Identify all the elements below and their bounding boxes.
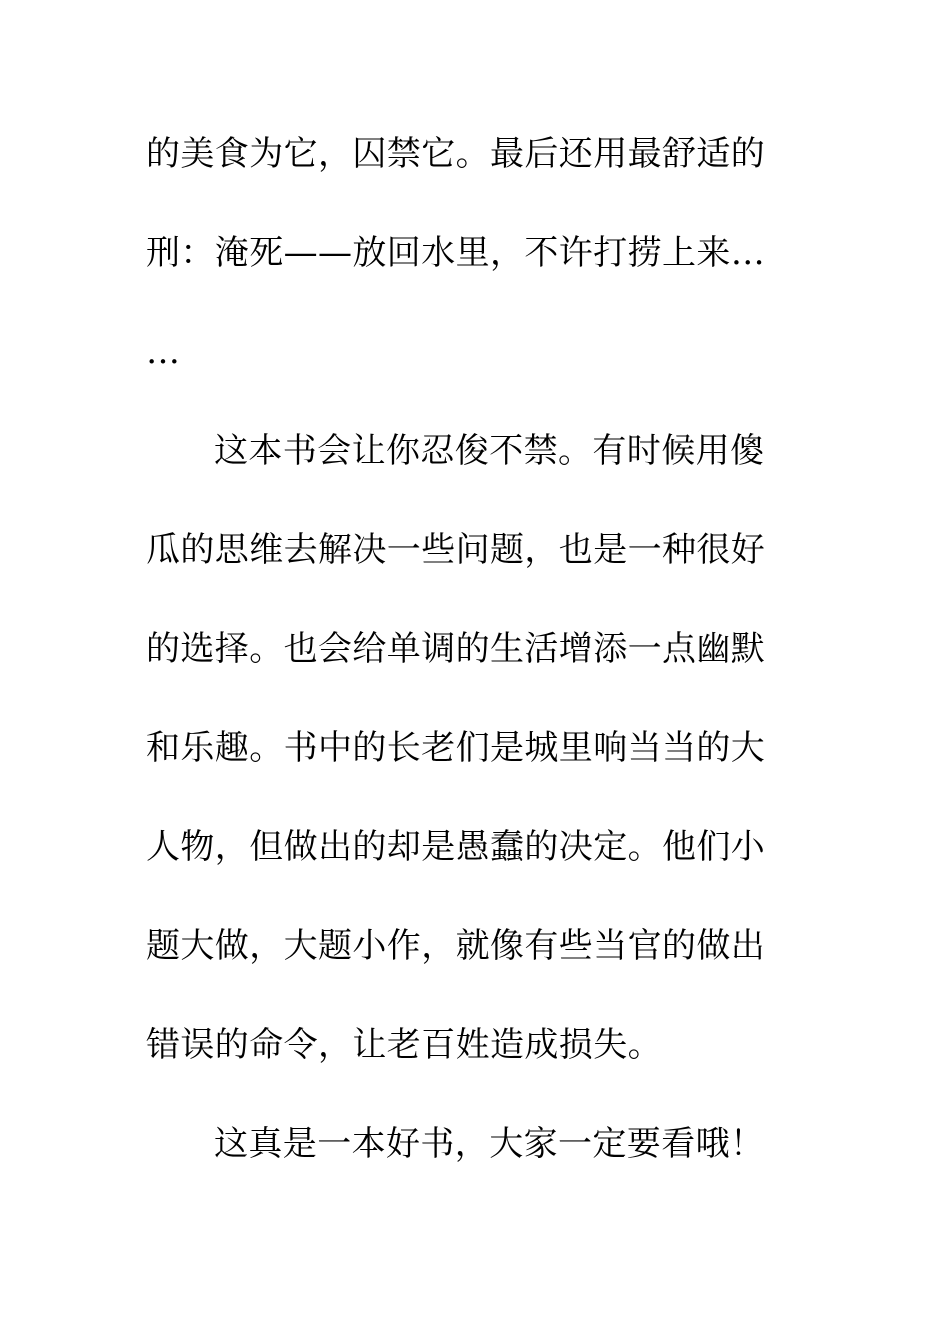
text-line-10: 错误的命令，让老百姓造成损失。 <box>146 1025 662 1065</box>
text-line-1: 的美食为它，囚禁它。最后还用最舒适的 <box>146 134 766 174</box>
text-line-8: 人物，但做出的却是愚蠢的决定。他们小 <box>146 827 766 867</box>
text-line-2: 刑：淹死——放回水里，不许打捞上来… <box>146 233 766 273</box>
text-line-4: 这本书会让你忍俊不禁。有时候用傻 <box>214 431 765 471</box>
text-line-7: 和乐趣。书中的长老们是城里响当当的大 <box>146 728 766 768</box>
text-line-11: 这真是一本好书，大家一定要看哦！ <box>214 1124 765 1164</box>
body-text <box>146 124 786 1213</box>
text-line-3: … <box>146 332 181 372</box>
text-line-9: 题大做，大题小作，就像有些当官的做出 <box>146 926 766 966</box>
text-line-5: 瓜的思维去解决一些问题，也是一种很好 <box>146 530 766 570</box>
text-line-6: 的选择。也会给单调的生活增添一点幽默 <box>146 629 766 669</box>
